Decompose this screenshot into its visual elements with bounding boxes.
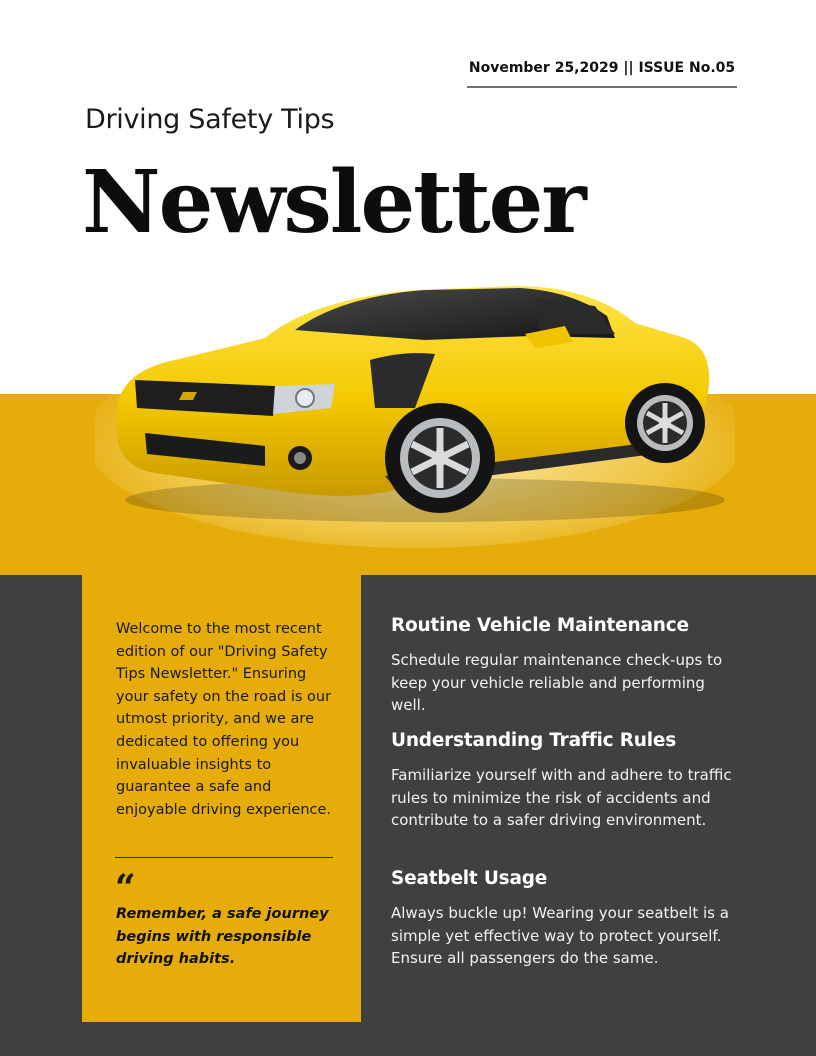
- issue-date-line: November 25,2029 || ISSUE No.05: [467, 58, 737, 88]
- intro-text: Welcome to the most recent edition of our "Driving Safety Tips Newsletter." Ensuring your safety on the road is our utmost priority, and we are dedicated to offering you invaluable insights to guarantee a safe and enjoyable driving experience.: [116, 621, 332, 818]
- tip-heading: Seatbelt Usage: [391, 868, 548, 889]
- quote-text: Remember, a safe journey begins with responsible driving habits.: [116, 906, 329, 967]
- car-image: [95, 268, 735, 548]
- intro-divider: [115, 857, 333, 858]
- newsletter-subtitle: Driving Safety Tips: [85, 104, 335, 135]
- tip-seatbelt-usage: [391, 867, 736, 970]
- tip-body: Familiarize yourself with and adhere to traffic rules to minimize the risk of accidents and contribute to a safer driving environment.: [391, 766, 732, 830]
- tip-traffic-rules: [391, 729, 736, 832]
- tip-routine-maintenance: [391, 614, 736, 717]
- newsletter-title: Newsletter: [82, 152, 585, 253]
- tip-heading: Routine Vehicle Maintenance: [391, 615, 689, 636]
- tip-body: Always buckle up! Wearing your seatbelt is a simple yet effective way to protect yourself. Ensure all passengers do the same.: [391, 904, 729, 968]
- tip-heading: Understanding Traffic Rules: [391, 730, 677, 751]
- quote-icon: “: [115, 867, 136, 909]
- tip-body: Schedule regular maintenance check-ups to keep your vehicle reliable and performing well.: [391, 651, 723, 715]
